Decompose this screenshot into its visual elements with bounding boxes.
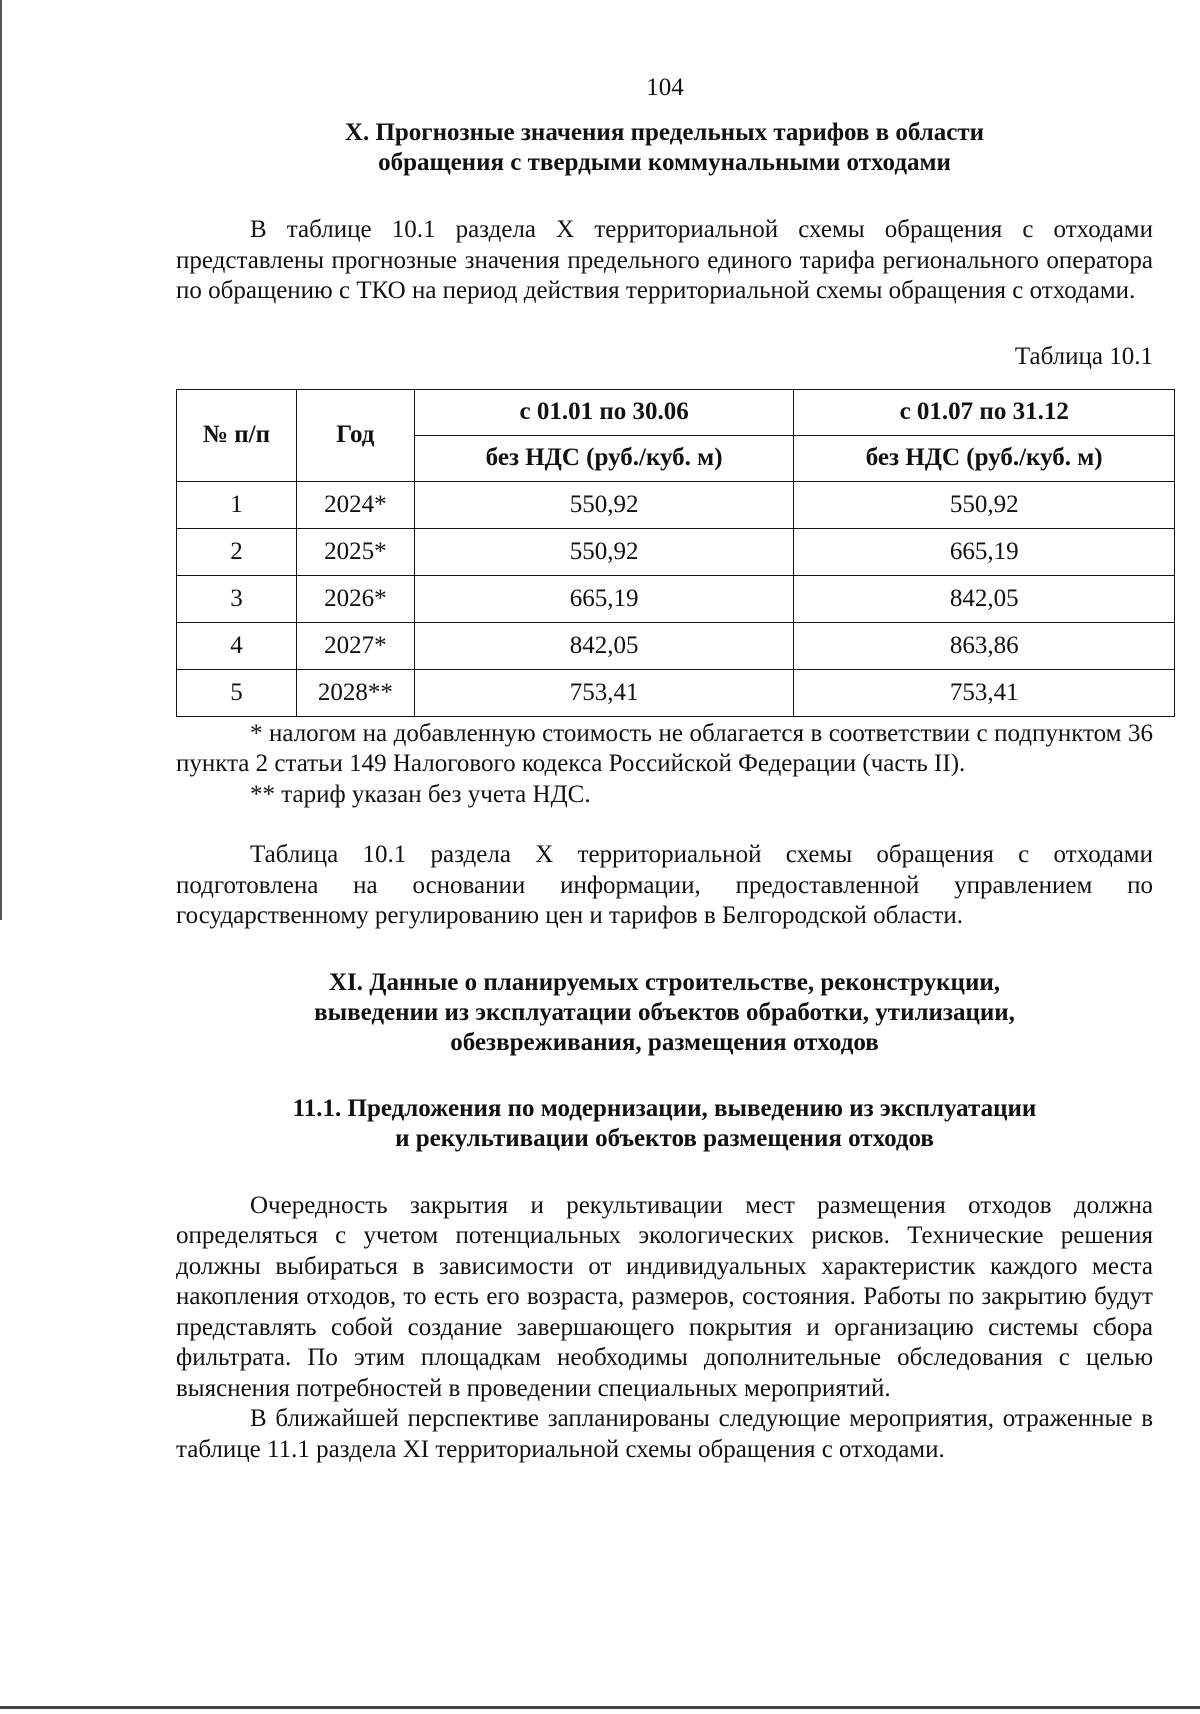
unit-2-header: без НДС (руб./куб. м) (794, 435, 1175, 481)
row-tariff-h2: 550,92 (794, 481, 1175, 528)
table-header-row (177, 389, 1175, 435)
subsection-11-1-title (176, 1094, 1153, 1154)
section-11-title-line: XI. Данные о планируемых строительстве, реконструкции, (328, 968, 1001, 996)
table-row (177, 481, 1175, 528)
section-11-title (176, 968, 1153, 1058)
table-source-paragraph: Таблица 10.1 раздела X территориальной схемы обращения с отходами подготовлена на основании информации, предоставленной управлением по государственному регулированию цен и тарифов в Белгородской области. (176, 841, 1153, 929)
subsection-11-1-paragraph-2: В ближайшей перспективе запланированы следующие мероприятия, отраженные в таблице 11.1 раздела XI территориальной схемы обращения с отходами. (176, 1405, 1153, 1463)
table-footnote-no-vat: ** тариф указан без учета НДС. (250, 780, 591, 808)
section-11-title-line: выведении из эксплуатации объектов обработки, утилизации, (314, 998, 1015, 1026)
row-tariff-h1: 842,05 (414, 622, 794, 669)
table-footnote-vat-exempt: * налогом на добавленную стоимость не облагается в соответствии с подпунктом 36 пункта 2 статьи 149 Налогового кодекса Российской Федерации (часть II). (176, 719, 1153, 777)
row-tariff-h2: 665,19 (794, 528, 1175, 575)
col-year-header: Год (296, 389, 414, 481)
row-num: 5 (177, 669, 297, 716)
table-row (177, 528, 1175, 575)
scan-left-edge (0, 0, 2, 920)
tariff-table (176, 389, 1175, 717)
row-year: 2024* (296, 481, 414, 528)
table-10-1-caption: Таблица 10.1 (1014, 342, 1153, 370)
row-tariff-h1: 550,92 (414, 528, 794, 575)
row-tariff-h1: 753,41 (414, 669, 794, 716)
row-num: 4 (177, 622, 297, 669)
row-tariff-h1: 665,19 (414, 575, 794, 622)
row-tariff-h1: 550,92 (414, 481, 794, 528)
table-row (177, 622, 1175, 669)
section-10-title-line: X. Прогнозные значения предельных тарифов в области (344, 119, 985, 146)
section-11-title-line: обезвреживания, размещения отходов (450, 1028, 879, 1056)
row-num: 3 (177, 575, 297, 622)
col-num-header: № п/п (177, 389, 297, 481)
period-2-header: с 01.07 по 31.12 (794, 389, 1175, 435)
row-year: 2026* (296, 575, 414, 622)
row-year: 2025* (296, 528, 414, 575)
subsection-11-1-paragraph-1: Очередность закрытия и рекультивации мест размещения отходов должна определяться с учетом потенциальных экологических рисков. Технические решения должны выбираться в зависимости от индивидуальных характеристик каждого места накопления отходов, то есть его возраста, размеров, состояния. Работы по закрытию будут представлять собой создание завершающего покрытия и организацию системы сбора фильтрата. По этим площадкам необходимы дополнительные обследования с целью выяснения потребностей в проведении специальных мероприятий. (176, 1191, 1153, 1402)
row-tariff-h2: 753,41 (794, 669, 1175, 716)
row-num: 2 (177, 528, 297, 575)
period-1-header: с 01.01 по 30.06 (414, 389, 794, 435)
row-year: 2027* (296, 622, 414, 669)
page-content (176, 118, 1153, 1465)
section-10-title-line: обращения с твердыми коммунальными отходами (378, 149, 951, 176)
row-num: 1 (177, 481, 297, 528)
page-number: 104 (646, 74, 684, 101)
row-year: 2028** (296, 669, 414, 716)
table-row (177, 669, 1175, 716)
section-10-title (176, 118, 1153, 178)
section-10-intro: В таблице 10.1 раздела X территориальной схемы обращения с отходами представлены прогнозные значения предельного единого тарифа регионального оператора по обращению с ТКО на период действия территориальной схемы обращения с отходами. (176, 216, 1153, 304)
row-tariff-h2: 842,05 (794, 575, 1175, 622)
table-row (177, 575, 1175, 622)
subsection-11-1-title-line: 11.1. Предложения по модернизации, выведению из эксплуатации (292, 1094, 1037, 1122)
row-tariff-h2: 863,86 (794, 622, 1175, 669)
scan-bottom-edge (0, 1706, 1200, 1709)
subsection-11-1-title-line: и рекультивации объектов размещения отходов (395, 1124, 934, 1152)
unit-1-header: без НДС (руб./куб. м) (414, 435, 794, 481)
